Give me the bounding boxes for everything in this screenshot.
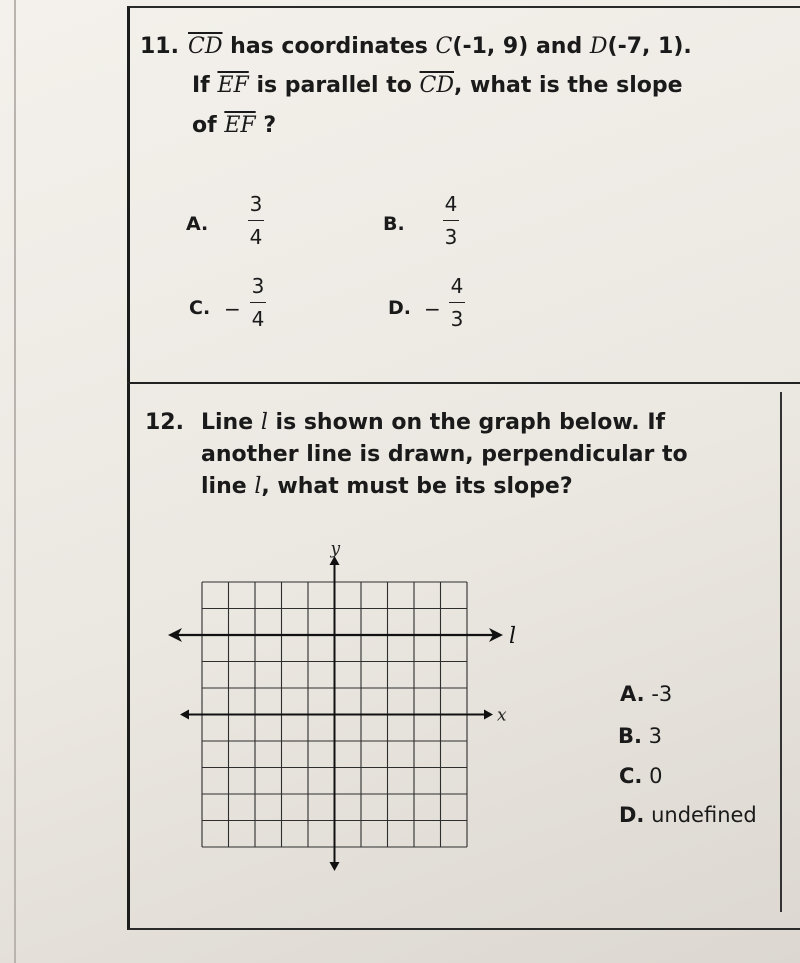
q12-choice-c-letter: C.: [619, 764, 643, 788]
q12-line-var-2: l: [254, 474, 262, 499]
y-axis-label: y: [330, 539, 341, 559]
q11-choice-c-sign: −: [224, 297, 241, 321]
q12-choice-b-value: 3: [648, 724, 663, 748]
q11-text-parallel: is parallel to: [256, 73, 412, 98]
x-axis-arrow-left: [180, 710, 189, 720]
q12-choice-a-letter: A.: [620, 682, 645, 706]
q11-choice-c-letter: C.: [189, 297, 211, 319]
q11-choice-d-num: 4: [450, 274, 464, 298]
q11-choice-a-num: 3: [249, 192, 263, 216]
page-margin-line: [14, 0, 16, 963]
question-divider: [127, 382, 800, 384]
q11-point-d: D: [589, 34, 608, 59]
fraction-bar: [443, 220, 459, 221]
q11-segment-ef: $\overline{EF}$: [217, 73, 249, 98]
q11-segment-ef-2: $\overline{EF}$: [224, 113, 256, 138]
q11-choice-b-num: 4: [444, 192, 458, 216]
fraction-bar: [250, 302, 266, 303]
q11-text-question: ?: [263, 113, 277, 138]
q12-text-line-pre: line: [201, 474, 247, 499]
q11-choice-c-fraction: [250, 274, 266, 331]
q11-choice-d-den: 3: [450, 307, 464, 331]
x-axis-label: x: [497, 705, 507, 726]
q11-line-3: [192, 107, 492, 144]
q11-text-slope: , what is the slope: [454, 73, 683, 98]
q12-number: 12.: [145, 410, 184, 435]
q12-choice-c: [619, 764, 662, 788]
q12-line-3: [201, 468, 781, 505]
q12-choice-d-value: undefined: [651, 803, 757, 827]
q11-text-and: and: [535, 34, 583, 59]
q11-choice-b-fraction: [443, 192, 459, 249]
y-axis-arrow-down: [330, 862, 340, 871]
q12-text-slope-q: , what must be its slope?: [261, 474, 573, 499]
q12-choice-c-value: 0: [649, 764, 663, 788]
q11-text-if: If: [192, 73, 210, 98]
q12-choice-a: [620, 682, 672, 706]
q11-choice-a-fraction: [248, 192, 264, 249]
q12-choice-d: [619, 803, 757, 827]
q12-choice-d-letter: D.: [619, 803, 645, 827]
x-axis-arrow-right: [484, 710, 493, 720]
q11-choice-b-den: 3: [444, 225, 458, 249]
q11-choice-d-sign: −: [424, 297, 441, 321]
coordinate-graph: [160, 530, 530, 880]
q11-choice-a-den: 4: [249, 225, 263, 249]
q11-choice-c-num: 3: [251, 274, 265, 298]
q12-text-line: Line: [201, 410, 254, 435]
q11-choice-c-den: 4: [251, 307, 265, 331]
q11-choice-b-letter: B.: [383, 213, 405, 235]
q11-text-of: of: [192, 113, 217, 138]
q11-segment-cd: $\overline{CD}$: [188, 34, 223, 59]
q12-choice-b-letter: B.: [618, 724, 642, 748]
q12-text-perpendicular: another line is drawn, perpendicular to: [201, 442, 688, 467]
q12-line-var: l: [260, 410, 268, 435]
q11-choice-a-letter: A.: [186, 213, 209, 235]
q11-text-has-coords: has coordinates: [230, 34, 428, 59]
q11-line-2: [192, 67, 782, 104]
q11-choice-d-letter: D.: [388, 297, 411, 319]
fraction-bar: [449, 302, 465, 303]
q12-choice-a-value: -3: [651, 682, 673, 706]
q11-point-c: C: [435, 34, 453, 59]
q11-line-1: [140, 28, 780, 65]
q11-choice-d-fraction: [449, 274, 465, 331]
fraction-bar: [248, 220, 264, 221]
q11-number: 11.: [140, 34, 179, 59]
q12-text-shown: is shown on the graph below. If: [275, 410, 666, 435]
q12-choice-b: [618, 724, 662, 748]
line-l-label: l: [509, 624, 517, 649]
q11-segment-cd-2: $\overline{CD}$: [419, 73, 455, 98]
q11-coord-d: (-7, 1).: [607, 34, 692, 59]
q11-coord-c: (-1, 9): [452, 34, 529, 59]
